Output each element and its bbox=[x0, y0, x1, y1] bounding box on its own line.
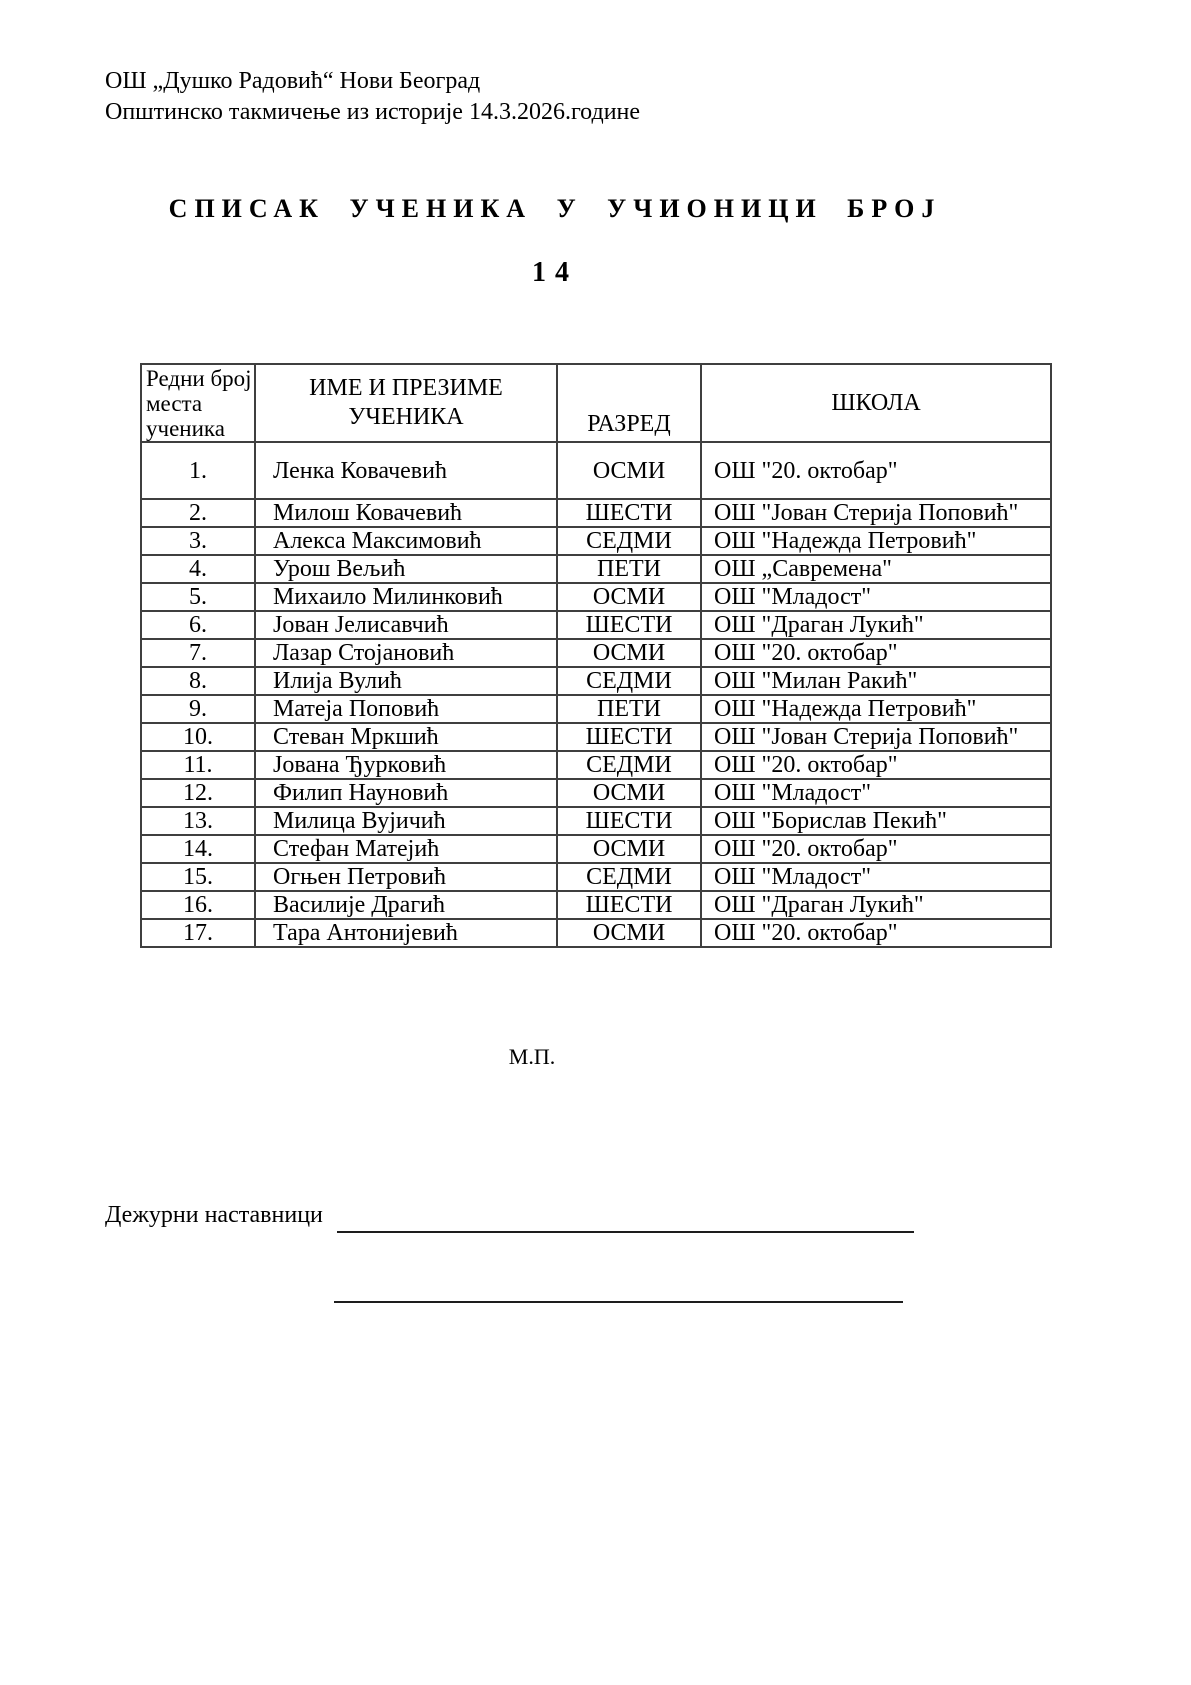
student-name-cell: Ленка Ковачевић bbox=[255, 442, 557, 499]
student-name-cell: Алекса Максимовић bbox=[255, 527, 557, 555]
students-table-head bbox=[141, 364, 1051, 442]
student-name-cell: Јована Ђурковић bbox=[255, 751, 557, 779]
table-row bbox=[141, 695, 1051, 723]
header-school: ШКОЛА bbox=[701, 364, 1051, 442]
row-number-cell: 6. bbox=[141, 611, 255, 639]
table-row bbox=[141, 919, 1051, 947]
school-cell: ОШ „Савремена" bbox=[701, 555, 1051, 583]
student-name-cell: Михаило Милинковић bbox=[255, 583, 557, 611]
student-name-cell: Јован Јелисавчић bbox=[255, 611, 557, 639]
table-row bbox=[141, 723, 1051, 751]
grade-cell: ПЕТИ bbox=[557, 555, 701, 583]
school-cell: ОШ "20. октобар" bbox=[701, 442, 1051, 499]
school-cell: ОШ "Драган Лукић" bbox=[701, 611, 1051, 639]
grade-cell: ОСМИ bbox=[557, 919, 701, 947]
school-cell: ОШ "Јован Стерија Поповић" bbox=[701, 723, 1051, 751]
header-ordinal-number: Редни број места ученика bbox=[141, 364, 255, 442]
header-grade: РАЗРЕД bbox=[557, 364, 701, 442]
page-title: СПИСАК УЧЕНИКА У УЧИОНИЦИ БРОЈ bbox=[168, 194, 942, 223]
table-row bbox=[141, 499, 1051, 527]
student-name-cell: Матеја Поповић bbox=[255, 695, 557, 723]
student-name-cell: Милош Ковачевић bbox=[255, 499, 557, 527]
student-name-cell: Стефан Матејић bbox=[255, 835, 557, 863]
signature-line-2 bbox=[334, 1301, 903, 1303]
stamp-placeholder: М.П. bbox=[508, 1044, 556, 1069]
row-number-cell: 12. bbox=[141, 779, 255, 807]
table-row bbox=[141, 863, 1051, 891]
competition-line: Општинско такмичење из историје 14.3.2026.године bbox=[105, 99, 641, 125]
school-cell: ОШ "Борислав Пекић" bbox=[701, 807, 1051, 835]
row-number-cell: 3. bbox=[141, 527, 255, 555]
school-cell: ОШ "20. октобар" bbox=[701, 751, 1051, 779]
grade-cell: ОСМИ bbox=[557, 639, 701, 667]
row-number-cell: 13. bbox=[141, 807, 255, 835]
student-name-cell: Огњен Петровић bbox=[255, 863, 557, 891]
table-row bbox=[141, 639, 1051, 667]
classroom-number: 14 bbox=[532, 257, 578, 288]
school-cell: ОШ "Надежда Петровић" bbox=[701, 695, 1051, 723]
table-row bbox=[141, 779, 1051, 807]
grade-cell: СЕДМИ bbox=[557, 667, 701, 695]
school-cell: ОШ "Јован Стерија Поповић" bbox=[701, 499, 1051, 527]
table-row bbox=[141, 527, 1051, 555]
row-number-cell: 11. bbox=[141, 751, 255, 779]
grade-cell: СЕДМИ bbox=[557, 751, 701, 779]
row-number-cell: 10. bbox=[141, 723, 255, 751]
header-student-name: ИМЕ И ПРЕЗИМЕ УЧЕНИКА bbox=[255, 364, 557, 442]
grade-cell: ОСМИ bbox=[557, 835, 701, 863]
school-cell: ОШ "20. октобар" bbox=[701, 835, 1051, 863]
table-row bbox=[141, 611, 1051, 639]
row-number-cell: 17. bbox=[141, 919, 255, 947]
grade-cell: ОСМИ bbox=[557, 583, 701, 611]
grade-cell: ШЕСТИ bbox=[557, 499, 701, 527]
school-cell: ОШ "20. октобар" bbox=[701, 919, 1051, 947]
student-name-cell: Тара Антонијевић bbox=[255, 919, 557, 947]
table-row bbox=[141, 807, 1051, 835]
row-number-cell: 14. bbox=[141, 835, 255, 863]
student-name-cell: Илија Вулић bbox=[255, 667, 557, 695]
grade-cell: ОСМИ bbox=[557, 779, 701, 807]
student-name-cell: Василије Драгић bbox=[255, 891, 557, 919]
school-cell: ОШ "Младост" bbox=[701, 779, 1051, 807]
row-number-cell: 15. bbox=[141, 863, 255, 891]
row-number-cell: 4. bbox=[141, 555, 255, 583]
table-row bbox=[141, 442, 1051, 499]
student-name-cell: Лазар Стојановић bbox=[255, 639, 557, 667]
teachers-on-duty-label: Дежурни наставници bbox=[105, 1202, 323, 1228]
student-name-cell: Урош Вељић bbox=[255, 555, 557, 583]
row-number-cell: 7. bbox=[141, 639, 255, 667]
student-name-cell: Стеван Мркшић bbox=[255, 723, 557, 751]
grade-cell: ОСМИ bbox=[557, 442, 701, 499]
school-cell: ОШ "20. октобар" bbox=[701, 639, 1051, 667]
grade-cell: СЕДМИ bbox=[557, 863, 701, 891]
school-cell: ОШ "Младост" bbox=[701, 583, 1051, 611]
grade-cell: ПЕТИ bbox=[557, 695, 701, 723]
table-row bbox=[141, 555, 1051, 583]
signature-line-1 bbox=[337, 1231, 914, 1233]
grade-cell: ШЕСТИ bbox=[557, 807, 701, 835]
table-row bbox=[141, 583, 1051, 611]
school-cell: ОШ "Младост" bbox=[701, 863, 1051, 891]
table-row bbox=[141, 891, 1051, 919]
row-number-cell: 8. bbox=[141, 667, 255, 695]
row-number-cell: 2. bbox=[141, 499, 255, 527]
row-number-cell: 16. bbox=[141, 891, 255, 919]
students-table bbox=[140, 363, 1052, 948]
row-number-cell: 9. bbox=[141, 695, 255, 723]
row-number-cell: 1. bbox=[141, 442, 255, 499]
grade-cell: ШЕСТИ bbox=[557, 723, 701, 751]
student-name-cell: Филип Науновић bbox=[255, 779, 557, 807]
school-cell: ОШ "Милан Ракић" bbox=[701, 667, 1051, 695]
grade-cell: ШЕСТИ bbox=[557, 611, 701, 639]
student-name-cell: Милица Вујичић bbox=[255, 807, 557, 835]
grade-cell: СЕДМИ bbox=[557, 527, 701, 555]
table-row bbox=[141, 667, 1051, 695]
row-number-cell: 5. bbox=[141, 583, 255, 611]
grade-cell: ШЕСТИ bbox=[557, 891, 701, 919]
table-row bbox=[141, 751, 1051, 779]
school-header bbox=[105, 66, 640, 128]
school-cell: ОШ "Драган Лукић" bbox=[701, 891, 1051, 919]
table-header-row bbox=[141, 364, 1051, 442]
school-cell: ОШ "Надежда Петровић" bbox=[701, 527, 1051, 555]
table-row bbox=[141, 835, 1051, 863]
school-name-line: ОШ „Душко Радовић“ Нови Београд bbox=[105, 68, 481, 94]
student-table-body bbox=[141, 442, 1051, 947]
